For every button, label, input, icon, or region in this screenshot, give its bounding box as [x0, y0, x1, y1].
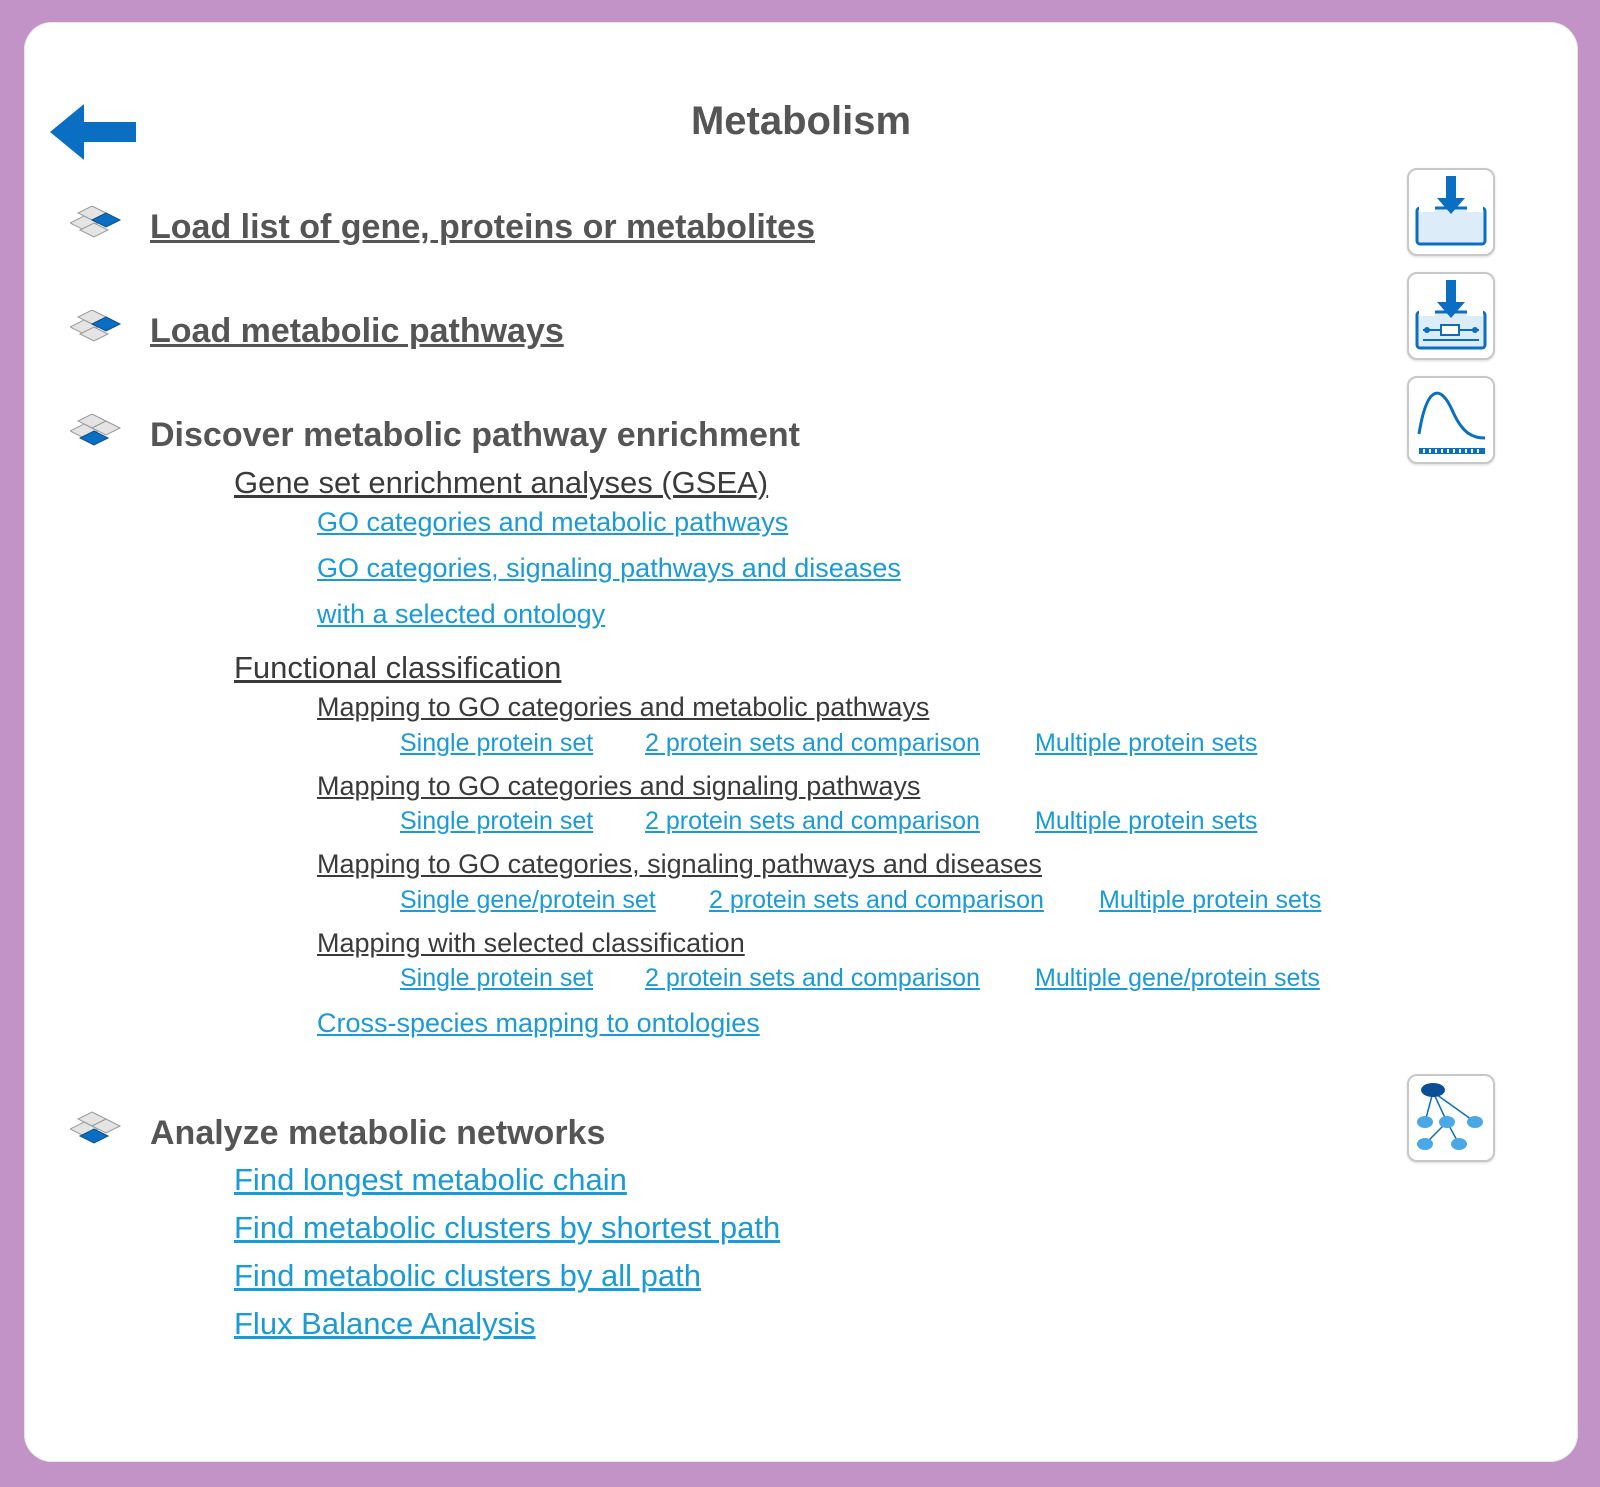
gsea-selected-ontology-link[interactable]: with a selected ontology [317, 599, 606, 629]
multiple-gene-protein-sets-link[interactable]: Multiple gene/protein sets [1035, 964, 1320, 992]
download-tray-icon [1409, 170, 1493, 254]
stacked-tiles-icon [70, 412, 136, 452]
single-protein-set-link[interactable]: Single protein set [400, 807, 594, 835]
flux-balance-link[interactable]: Flux Balance Analysis [234, 1306, 536, 1341]
two-protein-sets-link[interactable]: 2 protein sets and comparison [645, 729, 980, 757]
page-title: Metabolism [690, 99, 912, 143]
single-gene-protein-set-link[interactable]: Single gene/protein set [400, 886, 656, 914]
stacked-tiles-icon [70, 308, 136, 348]
load-pathways-button[interactable] [1407, 272, 1495, 360]
multiple-protein-sets-link[interactable]: Multiple protein sets [1099, 886, 1322, 914]
main-panel [24, 22, 1578, 1462]
single-protein-set-link[interactable]: Single protein set [400, 729, 594, 757]
mapping-go-signaling-link[interactable]: Mapping to GO categories and signaling pathways [317, 771, 921, 801]
two-protein-sets-link[interactable]: 2 protein sets and comparison [645, 807, 980, 835]
gsea-go-signaling-diseases-link[interactable]: GO categories, signaling pathways and diseases [317, 553, 901, 583]
stacked-tiles-icon [70, 1110, 136, 1150]
enrichment-heading: Discover metabolic pathway enrichment [150, 416, 800, 454]
single-protein-set-link[interactable]: Single protein set [400, 964, 594, 992]
clusters-all-path-link[interactable]: Find metabolic clusters by all path [234, 1258, 701, 1293]
networks-heading: Analyze metabolic networks [150, 1114, 606, 1152]
cross-species-mapping-link[interactable]: Cross-species mapping to ontologies [317, 1008, 760, 1038]
longest-chain-link[interactable]: Find longest metabolic chain [234, 1162, 627, 1197]
download-pathway-icon [1409, 274, 1493, 358]
curve-chart-icon [1409, 378, 1493, 462]
enrichment-button[interactable] [1407, 376, 1495, 464]
two-protein-sets-link[interactable]: 2 protein sets and comparison [645, 964, 980, 992]
stacked-tiles-icon [70, 204, 136, 244]
load-list-button[interactable] [1407, 168, 1495, 256]
two-protein-sets-link[interactable]: 2 protein sets and comparison [709, 886, 1044, 914]
clusters-shortest-path-link[interactable]: Find metabolic clusters by shortest path [234, 1210, 781, 1245]
multiple-protein-sets-link[interactable]: Multiple protein sets [1035, 729, 1258, 757]
mapping-selected-classification-link[interactable]: Mapping with selected classification [317, 928, 745, 958]
gsea-link[interactable]: Gene set enrichment analyses (GSEA) [234, 465, 769, 500]
load-list-link[interactable]: Load list of gene, proteins or metabolites [150, 208, 815, 246]
network-tree-icon [1409, 1076, 1493, 1160]
load-pathways-link[interactable]: Load metabolic pathways [150, 312, 564, 350]
network-analysis-button[interactable] [1407, 1074, 1495, 1162]
mapping-go-signaling-diseases-link[interactable]: Mapping to GO categories, signaling pathways and diseases [317, 849, 1042, 879]
functional-classification-link[interactable]: Functional classification [234, 650, 562, 685]
multiple-protein-sets-link[interactable]: Multiple protein sets [1035, 807, 1258, 835]
gsea-go-metabolic-link[interactable]: GO categories and metabolic pathways [317, 507, 789, 537]
mapping-go-metabolic-link[interactable]: Mapping to GO categories and metabolic pathways [317, 692, 930, 722]
